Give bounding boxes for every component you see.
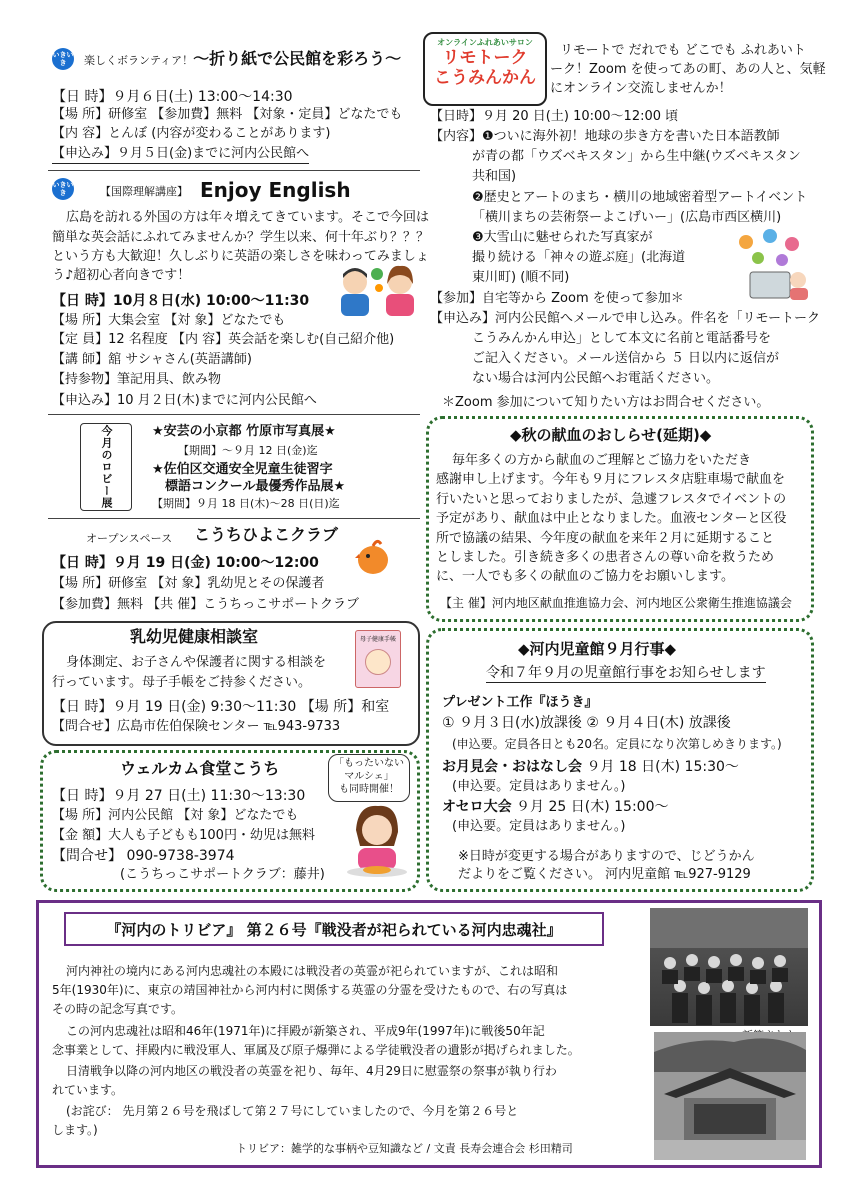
hiyoko-row-fee: 【参加費】無料 【共 催】こうちっこサポートクラブ bbox=[52, 597, 360, 612]
remote-content-3: ❸大雪山に魅せられた写真家が bbox=[472, 230, 653, 245]
children-event-2 bbox=[442, 758, 739, 776]
baby-icon bbox=[365, 649, 391, 675]
english-intro-1: 広島を訪れる外国の方は年々増えてきています。そこで今回は bbox=[66, 210, 429, 225]
lobby-item-1-period: 【期間】～９月 12 日(金)迄 bbox=[178, 444, 318, 457]
remote-content-3b: 撮り続ける「神々の遊ぶ庭」(北海道 bbox=[472, 250, 686, 265]
trivia-body-1: 河内神社の境内にある河内忠魂社の本殿には戦没者の英霊が祀られていますが、これは昭和 bbox=[66, 964, 559, 978]
volunteer-row-content: 【内 容】とんぼ (内容が変わることがあります) bbox=[52, 126, 331, 141]
volunteer-row-date: 【日 時】９月６日(土) 13:00～14:30 bbox=[52, 89, 293, 105]
remote-logo bbox=[423, 32, 547, 106]
online-people-illustration bbox=[730, 228, 812, 300]
english-row-apply: 【申込み】10 月２日(木)までに河内公民館へ bbox=[52, 393, 317, 408]
trivia-title-box bbox=[64, 912, 604, 946]
blood-body-4: 予定があり、献血は中止となりました。血液センターと区役 bbox=[436, 511, 787, 526]
handbook-label: 母子健康手帳 bbox=[359, 636, 396, 643]
remote-content-1c: 共和国) bbox=[472, 169, 517, 184]
children-event-3-date: ９月 25 日(木) 15:00～ bbox=[516, 799, 669, 815]
remote-apply-c: ご記入ください。メール送信から ５ 日以内に返信が bbox=[472, 351, 780, 366]
welcome-title: ウェルカム食堂こうち bbox=[120, 759, 280, 778]
shrine-drawing bbox=[654, 1032, 806, 1160]
children-event-1-note: (申込要。定員各日とも20名。定員になり次第しめきります。) bbox=[452, 737, 782, 751]
blood-body-1: 毎年多くの方から献血のご理解とご協力をいただき bbox=[452, 453, 752, 468]
remote-intro-2: ーク！Zoom を使ってあの町、あの人と、気軽 bbox=[550, 62, 826, 77]
children-note-1: ※日時が変更する場合がありますので、じどうかん bbox=[458, 849, 755, 864]
hiyoko-row-place: 【場 所】研修室 【対 象】乳幼児とその保護者 bbox=[52, 576, 325, 591]
remote-content-1b: が青の都「ウズベキスタン」から生中継(ウズベキスタン bbox=[472, 149, 801, 164]
remote-content-1: 【内容】❶ついに海外初！地球の歩き方を書いた日本語教師 bbox=[430, 129, 780, 144]
english-row-date: 【日 時】10月８日(水) 10:00～11:30 bbox=[52, 293, 310, 309]
remote-date: 【日時】９月 20 日(土) 10:00～12:00 頃 bbox=[430, 109, 679, 124]
remote-apply: 【申込み】河内公民館へメールで申し込み。件名を「リモートーク bbox=[430, 311, 821, 326]
conversation-illustration bbox=[335, 262, 420, 317]
welcome-row-price: 【金 額】大人も子どもも100円・幼児は無料 bbox=[52, 828, 315, 843]
remote-logo-small: オンラインふれあいサロン bbox=[437, 38, 533, 47]
lobby-label: 今月のロビー展 bbox=[100, 425, 113, 509]
blood-body-5: 所で協議の結果、今年度の献血を来年２月に延期すること bbox=[436, 531, 775, 546]
lobby-item-2: ★佐伯区交通安全児童生徒習字 bbox=[152, 462, 333, 477]
divider bbox=[48, 518, 420, 519]
trivia-body-9: します。) bbox=[52, 1123, 98, 1137]
trivia-body-4: この河内忠魂社は昭和46年(1971年)に拝殿が新築され、平成9年(1997年)に戦後50年記 bbox=[66, 1024, 545, 1038]
bubble-line-1: 「もったいない bbox=[334, 758, 404, 769]
blood-body-3: 行いたいと思っておりましたが、急遽フレスタでイベントの bbox=[436, 492, 787, 507]
hiyoko-title-small: オープンスペース bbox=[86, 532, 173, 545]
trivia-body-2: 5年(1930年)に、東京の靖国神社から河内村に関係する英霊の分霊を受けたもので、右の写真は bbox=[52, 983, 568, 997]
trivia-title: 『河内のトリビア』 第２６号『戦没者が祀られている河内忠魂社』 bbox=[106, 920, 562, 939]
welcome-row-place: 【場 所】河内公民館 【対 象】どなたでも bbox=[52, 808, 299, 823]
ikiiki-badge-english: いきいき bbox=[52, 178, 74, 200]
group-photo-figures bbox=[650, 908, 808, 1026]
hiyoko-row-date: 【日 時】９月 19 日(金) 10:00～12:00 bbox=[52, 555, 319, 571]
lobby-label-box bbox=[80, 423, 132, 511]
health-intro-1: 身体測定、お子さんや保護者に関する相談を bbox=[66, 655, 327, 670]
commemorative-group-photo bbox=[650, 908, 808, 1026]
remote-content-3c: 東川町) (順不同) bbox=[472, 270, 570, 285]
bubble-line-2: マルシェ」 bbox=[344, 771, 394, 782]
health-row-date: 【日 時】９月 19 日(金) 9:30～11:30 【場 所】和室 bbox=[52, 699, 390, 715]
lobby-item-2b: 標語コンクール最優秀作品展★ bbox=[165, 479, 346, 494]
health-intro-2: 行っています。母子手帳をご持参ください。 bbox=[52, 675, 311, 690]
english-intro-2: 簡単な英会話にふれてみませんか？学生以来、何十年ぶり？？？ bbox=[52, 230, 430, 245]
volunteer-row-place: 【場 所】研修室 【参加費】無料 【対象・定員】どなたでも bbox=[52, 107, 403, 122]
volunteer-title bbox=[84, 50, 401, 70]
trivia-footer: トリビア：雑学的な事柄や豆知識など / 文責 長寿会連合会 杉田精司 bbox=[236, 1142, 573, 1155]
woman-eating-illustration bbox=[342, 800, 412, 880]
children-title: ◆河内児童館９月行事◆ bbox=[518, 640, 677, 658]
health-row-contact: 【問合せ】広島市佐伯保険センター ℡943-9733 bbox=[52, 719, 341, 734]
divider bbox=[48, 414, 420, 415]
children-event-2-note: (申込要。定員はありません。) bbox=[452, 779, 626, 794]
health-title: 乳幼児健康相談室 bbox=[130, 627, 259, 646]
remote-intro-1: リモートで だれでも どこでも ふれあいト bbox=[560, 43, 806, 58]
shrine-hall-photo bbox=[654, 1032, 806, 1160]
volunteer-title-main: ～折り紙で公民館を彩ろう～ bbox=[193, 49, 402, 68]
hiyoko-title: こうちひよこクラブ bbox=[194, 525, 339, 544]
volunteer-title-small: 楽しくボランティア！ bbox=[84, 54, 194, 67]
marche-speech-bubble bbox=[328, 754, 410, 802]
remote-content-2b: 「横川まちの芸術祭ーよこげいー」(広島市西区横川) bbox=[472, 210, 782, 225]
children-note-2: だよりをご覧ください。 河内児童館 ℡927-9129 bbox=[458, 867, 751, 882]
remote-content-2: ❷歴史とアートのまち・横川の地域密着型アートイベント bbox=[472, 190, 808, 205]
children-event-3-note: (申込要。定員はありません。) bbox=[452, 819, 626, 834]
lobby-item-1: ★安芸の小京都 竹原市写真展★ bbox=[152, 424, 336, 439]
blood-body-6: としました。引き続き多くの患者さんの尊い命を救うため bbox=[436, 550, 775, 565]
children-event-3-title: オセロ大会 bbox=[442, 799, 512, 815]
welcome-row-contact: 【問合せ】 090-9738-3974 bbox=[52, 848, 235, 864]
children-event-1-title: プレゼント工作『ほうき』 bbox=[442, 695, 598, 710]
mother-child-handbook bbox=[355, 630, 401, 688]
remote-apply-b: こうみんかん申込」として本文に名前と電話番号を bbox=[472, 331, 772, 346]
welcome-row-contact-name: (こうちっこサポートクラブ：藤井) bbox=[120, 867, 325, 882]
english-intro-4: う♪超初心者向きです！ bbox=[52, 268, 191, 283]
welcome-row-date: 【日 時】９月 27 日(土) 11:30～13:30 bbox=[52, 788, 306, 804]
blood-body-2: 感謝申し上げます。今年も９月にフレスタ店駐車場で献血を bbox=[436, 472, 786, 487]
blood-body-7: に、一人でも多くの献血のご協力をお願いします。 bbox=[436, 569, 734, 584]
trivia-body-8: (お詫び： 先月第２６号を飛ばして第２７号にしていましたので、今月を第２６号と bbox=[66, 1104, 519, 1118]
english-row-bring: 【持参物】筆記用具、飲み物 bbox=[52, 372, 222, 387]
trivia-body-6: 日清戦争以降の河内地区の戦没者の英霊を祀り、毎年、4月29日に慰霊祭の祭事が執り行わ bbox=[66, 1064, 557, 1078]
english-row-place: 【場 所】大集会室 【対 象】どなたでも bbox=[52, 313, 286, 328]
remote-join: 【参加】自宅等から Zoom を使って参加＊ bbox=[430, 291, 684, 306]
children-event-1-dates: ① ９月３日(水)放課後 ② ９月４日(木) 放課後 bbox=[442, 715, 731, 731]
lobby-item-2-period: 【期間】９月 18 日(木)～28 日(日)迄 bbox=[152, 497, 340, 510]
remote-logo-line2: こうみんかん bbox=[434, 68, 536, 88]
volunteer-row-apply: 【申込み】９月５日(金)までに河内公民館へ bbox=[52, 145, 309, 164]
children-event-2-date: ９月 18 日(木) 15:30～ bbox=[586, 759, 739, 775]
trivia-body-7: れています。 bbox=[52, 1083, 124, 1097]
chick-icon bbox=[355, 536, 391, 576]
bubble-line-3: も同時開催！ bbox=[339, 784, 399, 795]
remote-logo-line1: リモトーク bbox=[442, 48, 528, 68]
remote-note: ＊Zoom 参加について知りたい方はお問合せください。 bbox=[442, 395, 770, 410]
children-event-2-title: お月見会・おはなし会 bbox=[442, 759, 582, 775]
remote-apply-d: ない場合は河内公民館へお電話ください。 bbox=[472, 371, 720, 386]
english-title: Enjoy English bbox=[200, 178, 351, 202]
children-subtitle: 令和７年９月の児童館行事をお知らせします bbox=[486, 665, 766, 681]
ikiiki-badge-volunteer: いきいき bbox=[52, 48, 74, 70]
divider bbox=[48, 170, 420, 171]
english-title-small: 【国際理解講座】 bbox=[100, 185, 188, 198]
english-row-teacher: 【講 師】舘 サシャさん(英語講師) bbox=[52, 352, 252, 367]
blood-title: ◆秋の献血のおしらせ(延期)◆ bbox=[510, 426, 712, 444]
blood-sponsor: 【主 催】河内地区献血推進協力会、河内地区公衆衛生推進協議会 bbox=[440, 596, 792, 610]
remote-intro-3: にオンライン交流しませんか！ bbox=[550, 81, 732, 96]
english-row-capacity: 【定 員】12 名程度 【内 容】英会話を楽しむ(自己紹介他) bbox=[52, 332, 395, 347]
trivia-body-3: その時の記念写真です。 bbox=[52, 1002, 184, 1016]
trivia-body-5: 念事業として、拝殿内に戦没軍人、軍属及び原子爆弾による学徒戦没者の遺影が掲げられました。 bbox=[52, 1043, 580, 1057]
children-event-3 bbox=[442, 798, 668, 816]
english-intro-3: という方も大歓迎！久しぶりに英語の楽しさを味わってみましょ bbox=[52, 249, 429, 264]
